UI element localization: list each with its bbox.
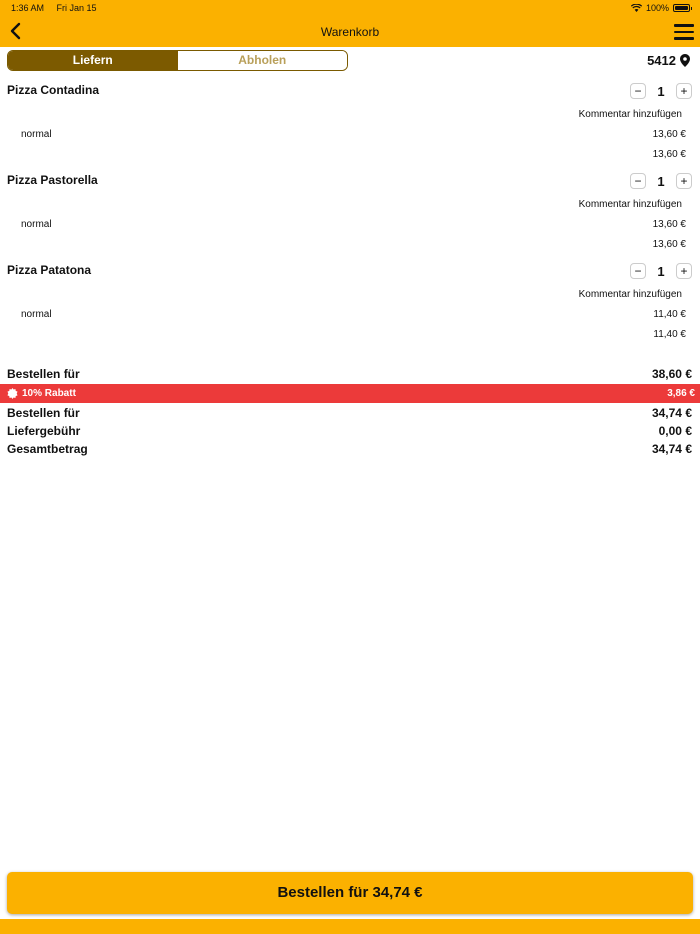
cart-item: [0, 173, 700, 263]
add-comment-link[interactable]: Kommentar hinzufügen: [578, 109, 682, 120]
battery-icon: [673, 4, 690, 12]
badge-icon: [7, 388, 18, 399]
item-line-total: 13,60 €: [652, 239, 686, 250]
add-comment-link[interactable]: Kommentar hinzufügen: [578, 289, 682, 300]
increase-button[interactable]: [676, 263, 692, 279]
status-date: Fri Jan 15: [56, 3, 97, 13]
subtotal-label: Bestellen für: [7, 367, 80, 381]
item-name: Pizza Pastorella: [7, 173, 98, 187]
plus-icon: +: [680, 84, 688, 98]
cart-item: [0, 263, 700, 353]
decrease-button[interactable]: [630, 83, 646, 99]
discount-value: 3,86 €: [667, 388, 695, 399]
quantity-stepper: [630, 263, 692, 279]
minus-icon: −: [634, 84, 642, 98]
page-title: Warenkorb: [320, 25, 380, 39]
item-line-total: 11,40 €: [653, 329, 686, 340]
quantity-stepper: [630, 83, 692, 99]
tab-deliver[interactable]: Liefern: [8, 51, 178, 70]
discount-row: [0, 384, 700, 403]
decrease-button[interactable]: [630, 173, 646, 189]
discounted-subtotal-row: [7, 406, 692, 424]
minus-icon: −: [634, 174, 642, 188]
add-comment-link[interactable]: Kommentar hinzufügen: [578, 199, 682, 210]
hamburger-menu-icon[interactable]: [674, 24, 694, 40]
delivery-fee-label: Liefergebühr: [7, 424, 81, 438]
discount-label: 10% Rabatt: [22, 388, 76, 399]
discounted-subtotal-label: Bestellen für: [7, 406, 80, 420]
increase-button[interactable]: [676, 83, 692, 99]
minus-icon: −: [634, 264, 642, 278]
postcode-selector[interactable]: [647, 53, 690, 68]
status-bar: [11, 3, 690, 15]
subtotal-row: [7, 367, 692, 385]
item-name: Pizza Patatona: [7, 263, 92, 277]
tab-pickup[interactable]: Abholen: [178, 51, 348, 70]
quantity-value: 1: [657, 83, 665, 99]
item-line-total: 13,60 €: [652, 149, 686, 160]
discounted-subtotal-value: 34,74 €: [651, 406, 692, 420]
quantity-value: 1: [657, 263, 665, 279]
battery-percent: 100%: [645, 3, 669, 13]
total-row: [7, 442, 692, 460]
location-pin-icon: [680, 54, 690, 67]
item-name: Pizza Contadina: [7, 83, 100, 97]
place-order-button[interactable]: Bestellen für 34,74 €: [7, 872, 693, 914]
increase-button[interactable]: [676, 173, 692, 189]
plus-icon: +: [680, 264, 688, 278]
total-value: 34,74 €: [651, 442, 692, 456]
item-variant: normal: [21, 129, 52, 140]
item-unit-price: 13,60 €: [652, 129, 686, 140]
cart-item: [0, 83, 700, 173]
quantity-stepper: [630, 173, 692, 189]
wifi-icon: [631, 4, 642, 12]
postcode-value: 5412: [647, 53, 676, 68]
decrease-button[interactable]: [630, 263, 646, 279]
quantity-value: 1: [657, 173, 665, 189]
app-header: [0, 0, 700, 47]
item-variant: normal: [21, 219, 52, 230]
bottom-bar: [0, 919, 700, 934]
plus-icon: +: [680, 174, 688, 188]
item-unit-price: 13,60 €: [652, 219, 686, 230]
status-time: 1:36 AM: [11, 3, 45, 13]
total-label: Gesamtbetrag: [7, 442, 88, 456]
item-unit-price: 11,40 €: [653, 309, 686, 320]
delivery-mode-toggle: [7, 50, 348, 71]
item-variant: normal: [21, 309, 52, 320]
subtotal-value: 38,60 €: [651, 367, 692, 381]
delivery-fee-value: 0,00 €: [658, 424, 692, 438]
delivery-fee-row: [7, 424, 692, 442]
